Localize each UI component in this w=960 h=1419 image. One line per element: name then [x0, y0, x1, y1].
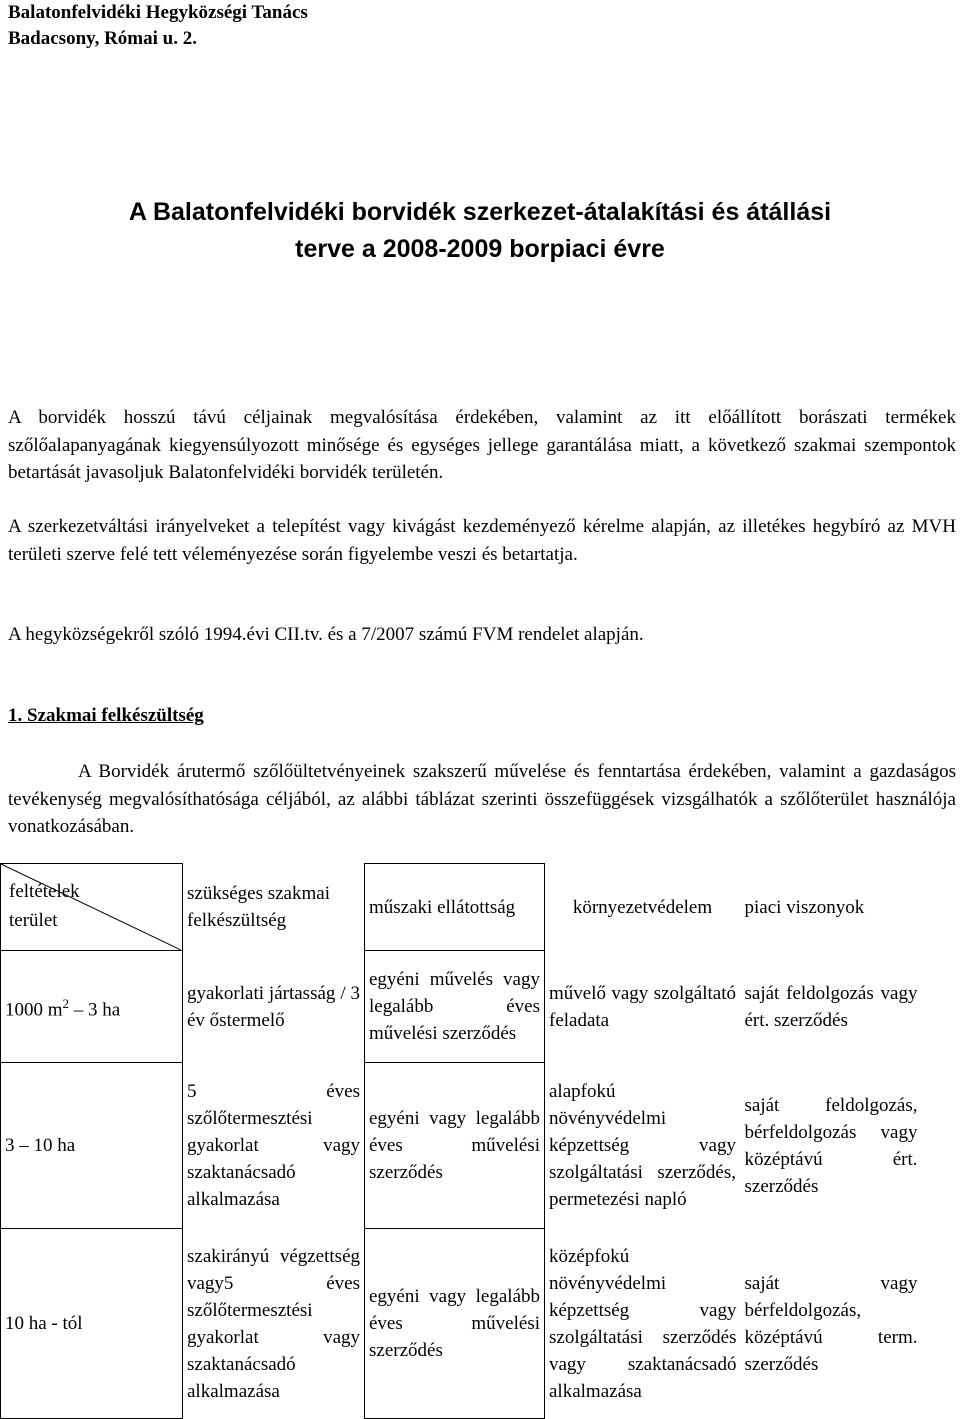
environment-cell: alapfokú növényvédelmi képzettség vagy szolgáltatási szerződés, permetezési napló [549, 1081, 736, 1210]
area-cell: 3 – 10 ha [1, 1063, 183, 1229]
area-label: 1000 m [5, 999, 63, 1021]
table-row [1, 1063, 922, 1229]
area-superscript: 2 [62, 995, 70, 1011]
corner-cell [1, 864, 183, 951]
header-skills: szükséges szakmai felkészültség [187, 883, 330, 931]
skills-cell: 5 éves szőlőtermesztési gyakorlat vagy szaktanácsadó alkalmazása [187, 1081, 360, 1210]
intro-paragraph-3: A hegyközségekről szóló 1994.évi CII.tv. és a 7/2007 számú FVM rendelet alapján. [8, 624, 644, 645]
market-cell: saját feldolgozás, bérfeldolgozás vagy középtávú ért. szerződés [744, 1094, 918, 1197]
header-technical: műszaki ellátottság [365, 864, 545, 951]
organization-address: Badacsony, Római u. 2. [8, 28, 197, 49]
section-heading: 1. Szakmai felkészültség [8, 705, 204, 726]
intro-paragraph-1: A borvidék hosszú távú céljainak megvalósítása érdekében, valamint az itt előállított borászati termékek szőlőalapanyagának kiegyensúlyozott minősége és egységes jellege garantálása miatt, a következő szakmai szempontok betartását javasoljuk Balatonfelvidéki borvidék területén. [8, 407, 956, 483]
document-title [0, 194, 960, 268]
organization-header [8, 0, 308, 52]
table-row [1, 951, 922, 1063]
corner-label-conditions: feltételek [9, 881, 80, 902]
table-header-row [1, 864, 922, 951]
area-cell [1, 951, 183, 1063]
area-cell: 10 ha - tól [1, 1229, 183, 1419]
market-cell: saját vagy bérfeldolgozás, középtávú term. szerződés [744, 1272, 918, 1375]
technical-cell: egyéni művelés vagy legalább éves művelési szerződés [365, 951, 545, 1063]
title-line-2: terve a 2008-2009 borpiaci évre [295, 235, 665, 263]
skills-cell: gyakorlati jártasság / 3 év őstermelő [187, 982, 360, 1031]
title-line-1: A Balatonfelvidéki borvidék szerkezet-átalakítási és átállási [128, 198, 832, 226]
skills-cell: szakirányú végzettség vagy5 éves szőlőtermesztési gyakorlat vagy szaktanácsadó alkalmazása [187, 1245, 360, 1402]
environment-cell: művelő vagy szolgáltató feladata [549, 982, 736, 1031]
organization-name: Balatonfelvidéki Hegyközségi Tanács [8, 2, 308, 23]
environment-cell: középfokú növényvédelmi képzettség vagy szolgáltatási szerződés vagy szaktanácsadó alkalmazása [549, 1245, 737, 1402]
technical-cell: egyéni vagy legalább éves művelési szerződés [365, 1229, 545, 1419]
section-paragraph: A Borvidék árutermő szőlőültetvényeinek szakszerű művelése és fenntartása érdekében, valamint a gazdaságos tevékenység megvalósíthatósága céljából, az alábbi táblázat szerinti összefüggések vizsgálhatók a szőlőterület használója vonatkozásában. [8, 761, 956, 837]
technical-cell: egyéni vagy legalább éves művelési szerződés [365, 1063, 545, 1229]
intro-paragraph-2: A szerkezetváltási irányelveket a telepítést vagy kivágást kezdeményező kérelme alapján, az illetékes hegybíró az MVH területi szerve felé tett véleményezése során figyelembe veszi és betartatja. [8, 516, 956, 565]
area-label-rest: – 3 ha [69, 999, 121, 1021]
market-cell: saját feldolgozás vagy ért. szerződés [744, 982, 918, 1031]
table-row [1, 1229, 922, 1419]
requirements-table [0, 863, 922, 1419]
corner-label-area: terület [9, 910, 58, 931]
header-environment: környezetvédelem [572, 896, 713, 918]
header-market: piaci viszonyok [744, 896, 865, 918]
